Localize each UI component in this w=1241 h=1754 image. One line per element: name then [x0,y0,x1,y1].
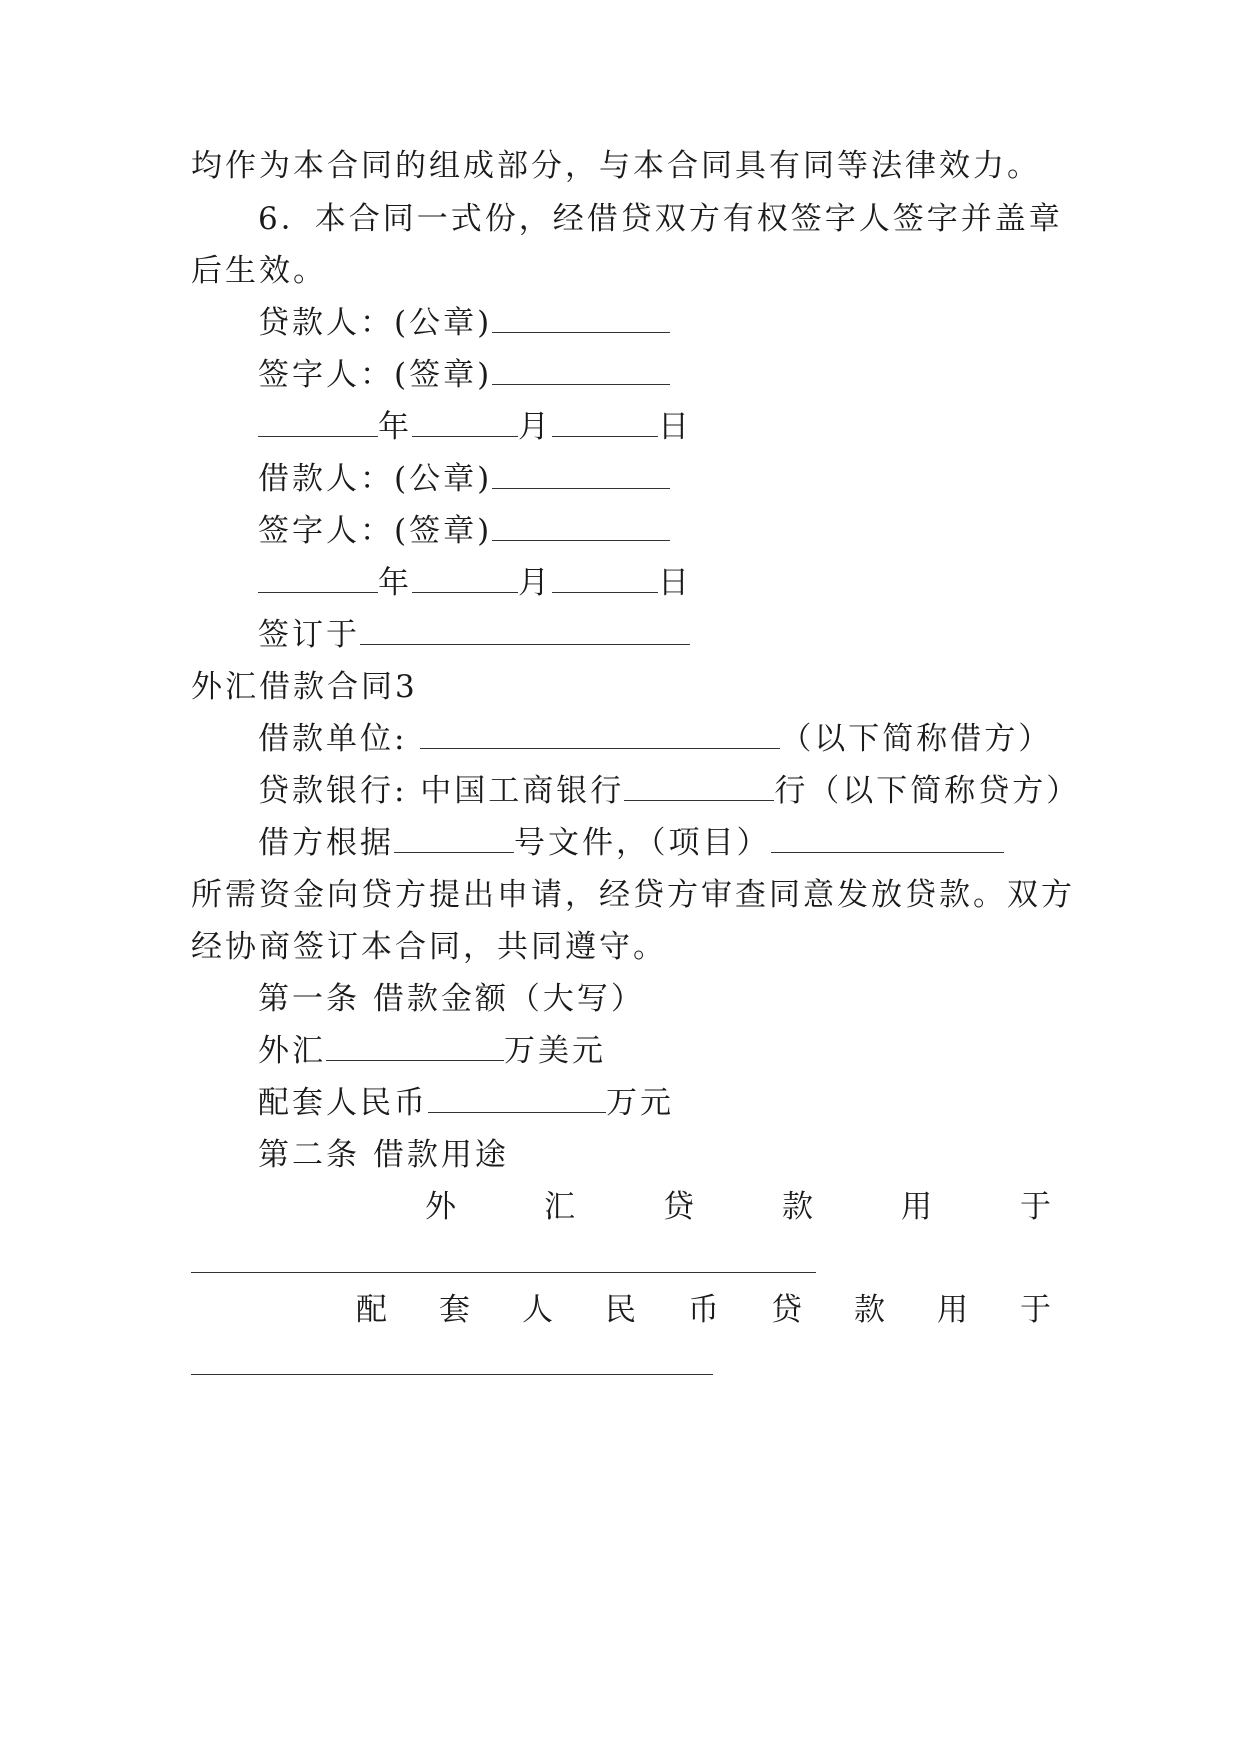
signed-at-field [258,615,690,655]
month-label-2: 月 [518,565,552,601]
fx-use-line [425,1187,1051,1227]
clause-6-line-2: 后生效。 [191,253,327,289]
project-blank[interactable] [771,824,1004,853]
day-label-1: 日 [658,409,692,445]
lending-bank-field [258,771,1080,811]
fx-use-char: 贷 [663,1189,694,1225]
fx-use-char: 外 [425,1189,456,1225]
unit-suffix: （以下简称借方） [780,721,1053,757]
bank-suffix: 行（以下简称贷方） [774,773,1081,809]
lender-seal-field [258,303,670,343]
rmb-amount-field [258,1083,674,1123]
unit-label: 借款单位: [258,721,408,757]
borrower-signer-field [258,511,670,551]
basis-field [258,823,1004,863]
rmb-label: 配套人民币 [258,1085,428,1121]
rmb-use-char: 民 [605,1292,636,1328]
fx-label: 外汇 [258,1033,326,1069]
clause-6-line: 6．本合同一式份，经借贷双方有权签字人签字并盖章 [258,201,1063,237]
unit-blank[interactable] [420,720,780,749]
text-line-1: 均作为本合同的组成部分，与本合同具有同等法律效力。 [191,148,1041,184]
bank-blank[interactable] [624,772,774,801]
day-blank-2[interactable] [552,564,658,593]
doc-number-blank[interactable] [394,824,514,853]
fx-use-char: 用 [901,1189,932,1225]
signer-label-1: 签字人：(签章) [258,357,493,393]
fx-unit: 万美元 [504,1033,606,1069]
lender-signer-field [258,355,670,395]
rmb-unit: 万元 [606,1085,674,1121]
borrower-label: 借款人：(公章) [258,461,493,497]
rmb-use-line [356,1290,1051,1330]
rmb-use-char: 币 [688,1292,719,1328]
rmb-use-char: 套 [439,1292,470,1328]
rmb-use-char: 配 [356,1292,387,1328]
rmb-use-char: 用 [937,1292,968,1328]
signer-label-2: 签字人：(签章) [258,513,493,549]
fx-amount-field [258,1031,606,1071]
fx-use-blank[interactable] [191,1272,816,1273]
bank-label: 贷款银行: 中国工商银行 [258,773,625,809]
contract-title: 外汇借款合同3 [191,669,418,705]
month-blank-2[interactable] [412,564,518,593]
fx-use-char: 于 [1020,1189,1051,1225]
fx-use-char: 款 [782,1189,813,1225]
fx-use-char: 汇 [544,1189,575,1225]
basis-label: 借方根据 [258,825,394,861]
month-label-1: 月 [518,409,552,445]
rmb-amount-blank[interactable] [428,1084,606,1113]
article-1-heading: 第一条 借款金额（大写） [258,981,645,1017]
rmb-use-char: 于 [1020,1292,1051,1328]
lender-date-field [258,407,692,447]
rmb-use-char: 贷 [771,1292,802,1328]
rmb-use-char: 款 [854,1292,885,1328]
year-label-1: 年 [378,409,412,445]
year-label-2: 年 [378,565,412,601]
fx-amount-blank[interactable] [326,1032,504,1061]
signer-blank-1[interactable] [492,356,670,385]
borrower-date-field [258,563,692,603]
day-blank-1[interactable] [552,408,658,437]
signer-blank-2[interactable] [492,512,670,541]
article-2-heading: 第二条 借款用途 [258,1137,509,1173]
basis-mid: 号文件，（项目） [514,825,771,861]
signed-at-blank[interactable] [360,616,690,645]
rmb-use-char: 人 [522,1292,553,1328]
paragraph-line-1: 所需资金向贷方提出申请，经贷方审查同意发放贷款。双方 [191,877,1075,913]
borrowing-unit-field [258,719,1052,759]
month-blank-1[interactable] [412,408,518,437]
year-blank-2[interactable] [258,564,378,593]
paragraph-line-2: 经协商签订本合同，共同遵守。 [191,929,667,965]
year-blank-1[interactable] [258,408,378,437]
day-label-2: 日 [658,565,692,601]
lender-label: 贷款人：(公章) [258,305,493,341]
signed-at-label: 签订于 [258,617,360,653]
lender-blank[interactable] [492,304,670,333]
borrower-blank[interactable] [492,460,670,489]
borrower-seal-field [258,459,670,499]
rmb-use-blank[interactable] [191,1374,713,1375]
